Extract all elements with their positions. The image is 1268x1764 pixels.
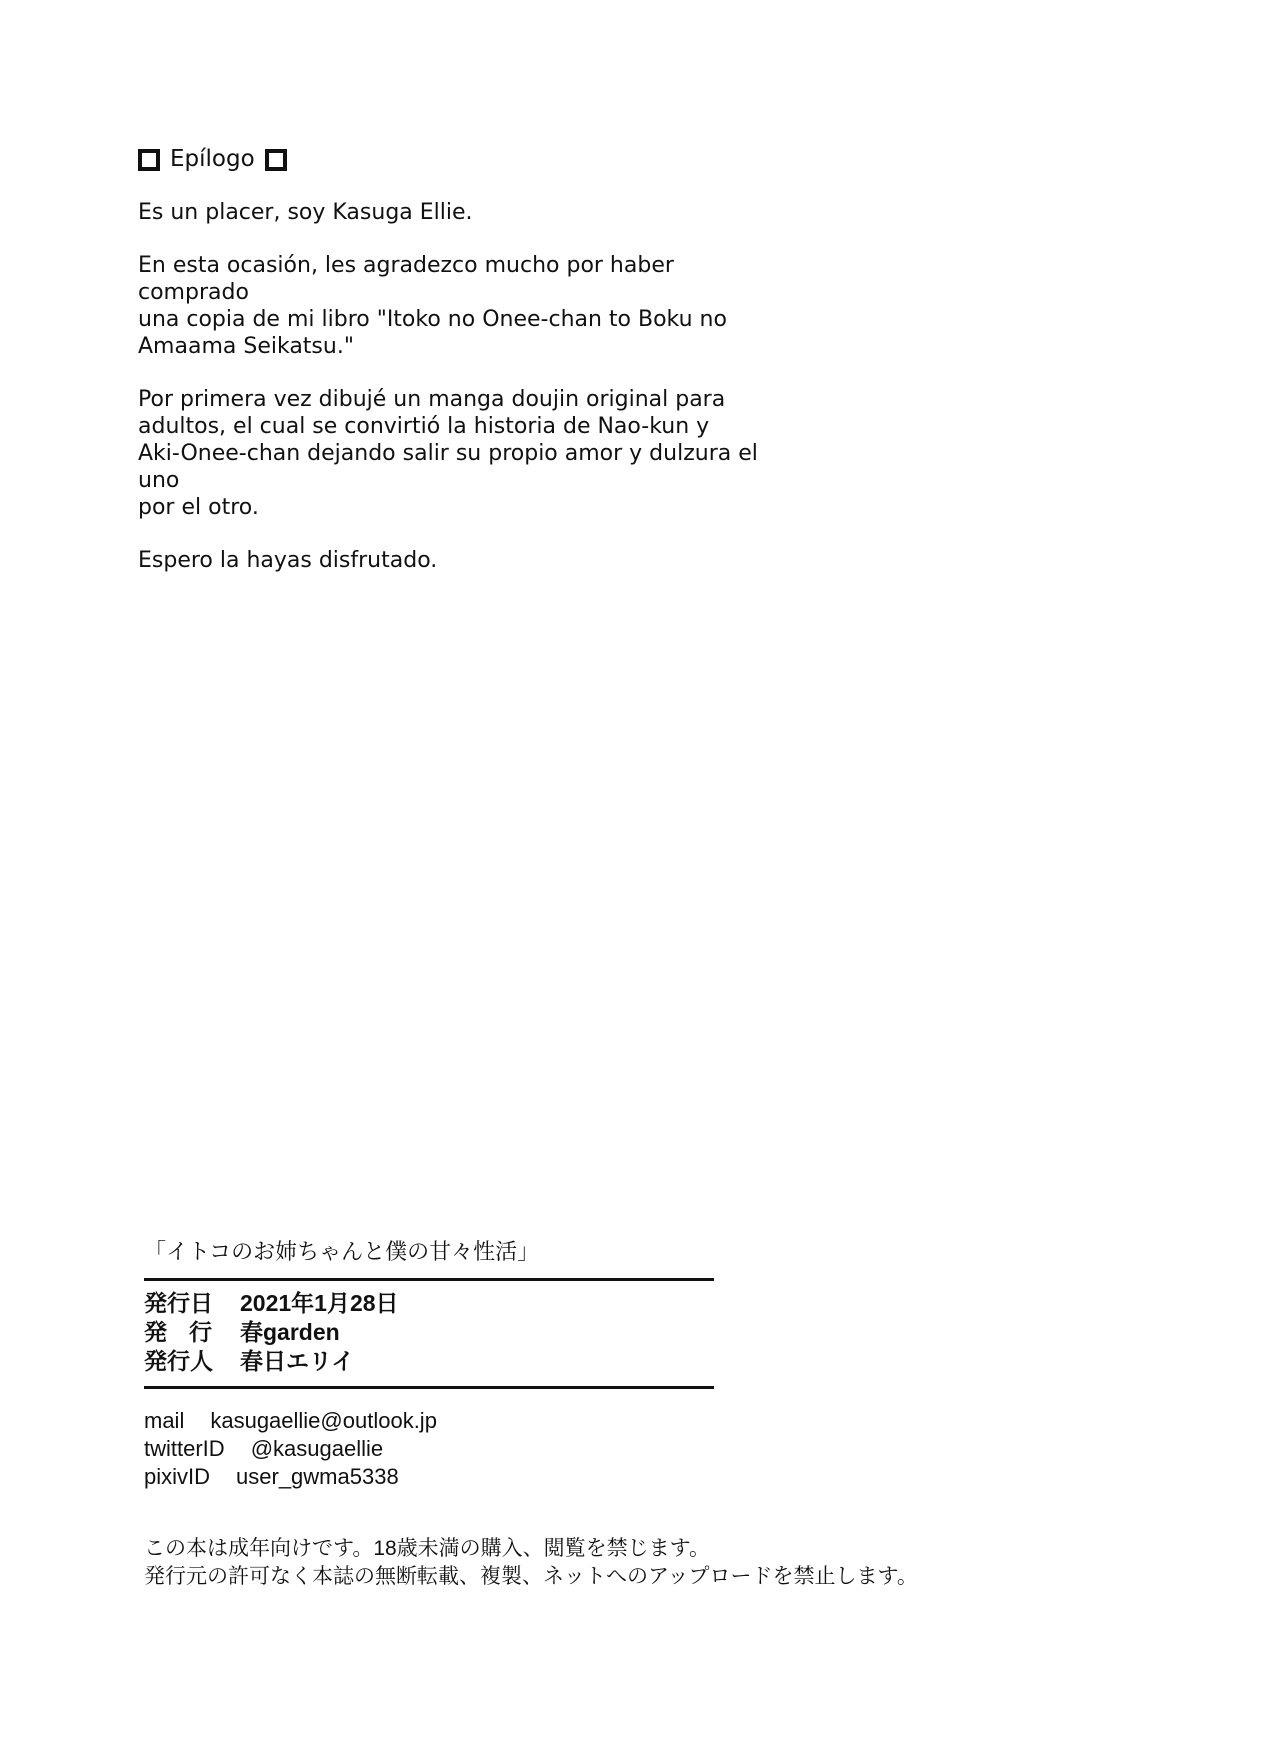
publication-label: 発行 (144, 1319, 234, 1345)
square-bullet-icon (265, 149, 287, 171)
notice-line: 発行元の許可なく本誌の無断転載、複製、ネットへのアップロードを禁止します。 (144, 1565, 918, 1588)
contact-value: user_gwma5338 (236, 1464, 399, 1489)
contact-value: @kasugaellie (250, 1436, 384, 1461)
epilogue-paragraph: Espero la hayas disfrutado. (138, 548, 438, 573)
publication-value: 春日エリイ (240, 1348, 355, 1374)
contact-value: kasugaellie@outlook.jp (210, 1408, 437, 1433)
divider (144, 1386, 714, 1389)
colophon-section (144, 1238, 918, 1591)
epilogue-heading (138, 146, 778, 173)
publication-label: 発行人 (144, 1348, 213, 1374)
publication-row (144, 1347, 714, 1376)
book-title: 「イトコのお姉ちゃんと僕の甘々性活」 (144, 1240, 540, 1265)
publication-row (144, 1318, 714, 1347)
contact-row (144, 1463, 714, 1491)
contact-label: pixivID (144, 1464, 211, 1489)
contact-row (144, 1435, 714, 1463)
epilogue-paragraph: En esta ocasión, les agradezco mucho por haber comprado una copia de mi libro "Itoko no Onee-chan to Boku no Amaama Seikatsu." (138, 253, 727, 359)
legal-notice (144, 1535, 1044, 1591)
contact-label: mail (144, 1408, 185, 1433)
contact-label: twitterID (144, 1436, 225, 1461)
notice-line: この本は成年向けです。18歳未満の購入、閲覧を禁じます。 (144, 1537, 710, 1560)
publication-value: 春garden (240, 1319, 340, 1345)
publication-info (144, 1289, 714, 1376)
epilogue-paragraph: Por primera vez dibujé un manga doujin original para adultos, el cual se convirtió la historia de Nao-kun y Aki-Onee-chan dejando salir su propio amor y dulzura el uno por el otro. (138, 387, 758, 520)
publication-value: 2021年1月28日 (240, 1290, 399, 1316)
epilogue-heading-text: Epílogo (170, 146, 255, 172)
contact-info (144, 1407, 714, 1491)
publication-row (144, 1289, 714, 1318)
divider (144, 1278, 714, 1281)
epilogue-section (138, 146, 778, 600)
contact-row (144, 1407, 714, 1435)
square-bullet-icon (138, 149, 160, 171)
epilogue-paragraph: Es un placer, soy Kasuga Ellie. (138, 200, 473, 225)
publication-label: 発行日 (144, 1290, 213, 1316)
